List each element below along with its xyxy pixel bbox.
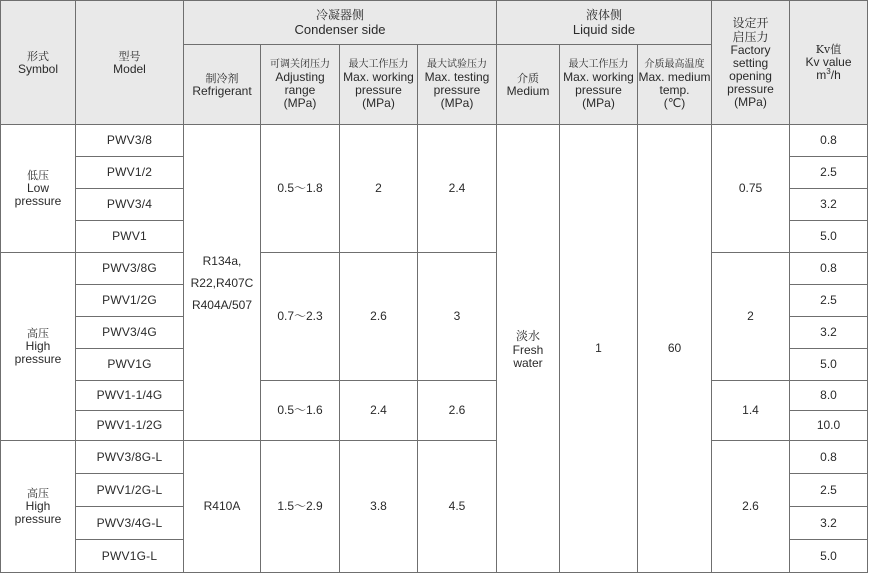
max-testing-pressure-header: 最大试验压力 Max. testing pressure (MPa) (418, 45, 497, 125)
kv-cell: 5.0 (790, 221, 868, 253)
medium-header: 介质 Medium (497, 45, 560, 125)
max-medium-temp-cell: 60 (638, 125, 712, 573)
symbol-header: 形式 Symbol (1, 1, 76, 125)
condenser-max-working-pressure-header: 最大工作压力 Max. working pressure (MPa) (340, 45, 418, 125)
adjusting-range-cell: 0.5～1.6 (261, 381, 340, 441)
kv-cell: 10.0 (790, 411, 868, 441)
group-high-pressure: 高压 High pressure (1, 253, 76, 441)
medium-cell: 淡水 Fresh water (497, 125, 560, 573)
kv-cell: 2.5 (790, 285, 868, 317)
adjusting-range-cell: 1.5～2.9 (261, 441, 340, 573)
kv-cell: 3.2 (790, 317, 868, 349)
adjusting-range-header: 可调关闭压力 Adjusting range (MPa) (261, 45, 340, 125)
group-high-pressure-l: 高压 High pressure (1, 441, 76, 573)
model-cell: PWV3/4G-L (76, 507, 184, 540)
kv-cell: 2.5 (790, 474, 868, 507)
condenser-max-working-cell: 2.6 (340, 253, 418, 381)
model-cell: PWV1-1/2G (76, 411, 184, 441)
model-cell: PWV3/8 (76, 125, 184, 157)
condenser-max-working-cell: 2 (340, 125, 418, 253)
condenser-max-working-cell: 2.4 (340, 381, 418, 441)
kv-cell: 0.8 (790, 253, 868, 285)
max-medium-temp-header: 介质最高温度 Max. medium temp. (℃) (638, 45, 712, 125)
max-testing-cell: 2.4 (418, 125, 497, 253)
adjusting-range-cell: 0.5～1.8 (261, 125, 340, 253)
liquid-max-working-pressure-header: 最大工作压力 Max. working pressure (MPa) (560, 45, 638, 125)
group-low-pressure: 低压 Low pressure (1, 125, 76, 253)
model-cell: PWV1/2G-L (76, 474, 184, 507)
liquid-side-header: 液体侧 Liquid side (497, 1, 712, 45)
factory-setting-cell: 0.75 (712, 125, 790, 253)
adjusting-range-cell: 0.7～2.3 (261, 253, 340, 381)
factory-setting-cell: 1.4 (712, 381, 790, 441)
kv-cell: 5.0 (790, 540, 868, 573)
kv-value-header: Kv值 Kv value $m^3/h$ (790, 1, 868, 125)
max-testing-cell: 2.6 (418, 381, 497, 441)
model-header: 型号 Model (76, 1, 184, 125)
refrigerant-cell: R134a, R22,R407C R404A/507 (184, 125, 261, 441)
kv-cell: 3.2 (790, 507, 868, 540)
refrigerant-header: 制冷剂 Refrigerant (184, 45, 261, 125)
kv-cell: 8.0 (790, 381, 868, 411)
model-cell: PWV3/4 (76, 189, 184, 221)
kv-cell: 0.8 (790, 441, 868, 474)
model-cell: PWV1G-L (76, 540, 184, 573)
factory-setting-cell: 2 (712, 253, 790, 381)
model-cell: PWV3/4G (76, 317, 184, 349)
kv-cell: 0.8 (790, 125, 868, 157)
model-cell: PWV3/8G (76, 253, 184, 285)
model-cell: PWV1G (76, 349, 184, 381)
model-cell: PWV1/2 (76, 157, 184, 189)
model-cell: PWV1-1/4G (76, 381, 184, 411)
condenser-side-header: 冷凝器侧 Condenser side (184, 1, 497, 45)
max-testing-cell: 4.5 (418, 441, 497, 573)
model-cell: PWV3/8G-L (76, 441, 184, 474)
refrigerant-r410a-cell: R410A (184, 441, 261, 573)
factory-setting-cell: 2.6 (712, 441, 790, 573)
condenser-max-working-cell: 3.8 (340, 441, 418, 573)
kv-cell: 3.2 (790, 189, 868, 221)
model-cell: PWV1/2G (76, 285, 184, 317)
max-testing-cell: 3 (418, 253, 497, 381)
kv-cell: 5.0 (790, 349, 868, 381)
liquid-max-working-cell: 1 (560, 125, 638, 573)
model-cell: PWV1 (76, 221, 184, 253)
kv-cell: 2.5 (790, 157, 868, 189)
factory-setting-header: 设定开 启压力 Factory setting opening pressure (MPa) (712, 1, 790, 125)
